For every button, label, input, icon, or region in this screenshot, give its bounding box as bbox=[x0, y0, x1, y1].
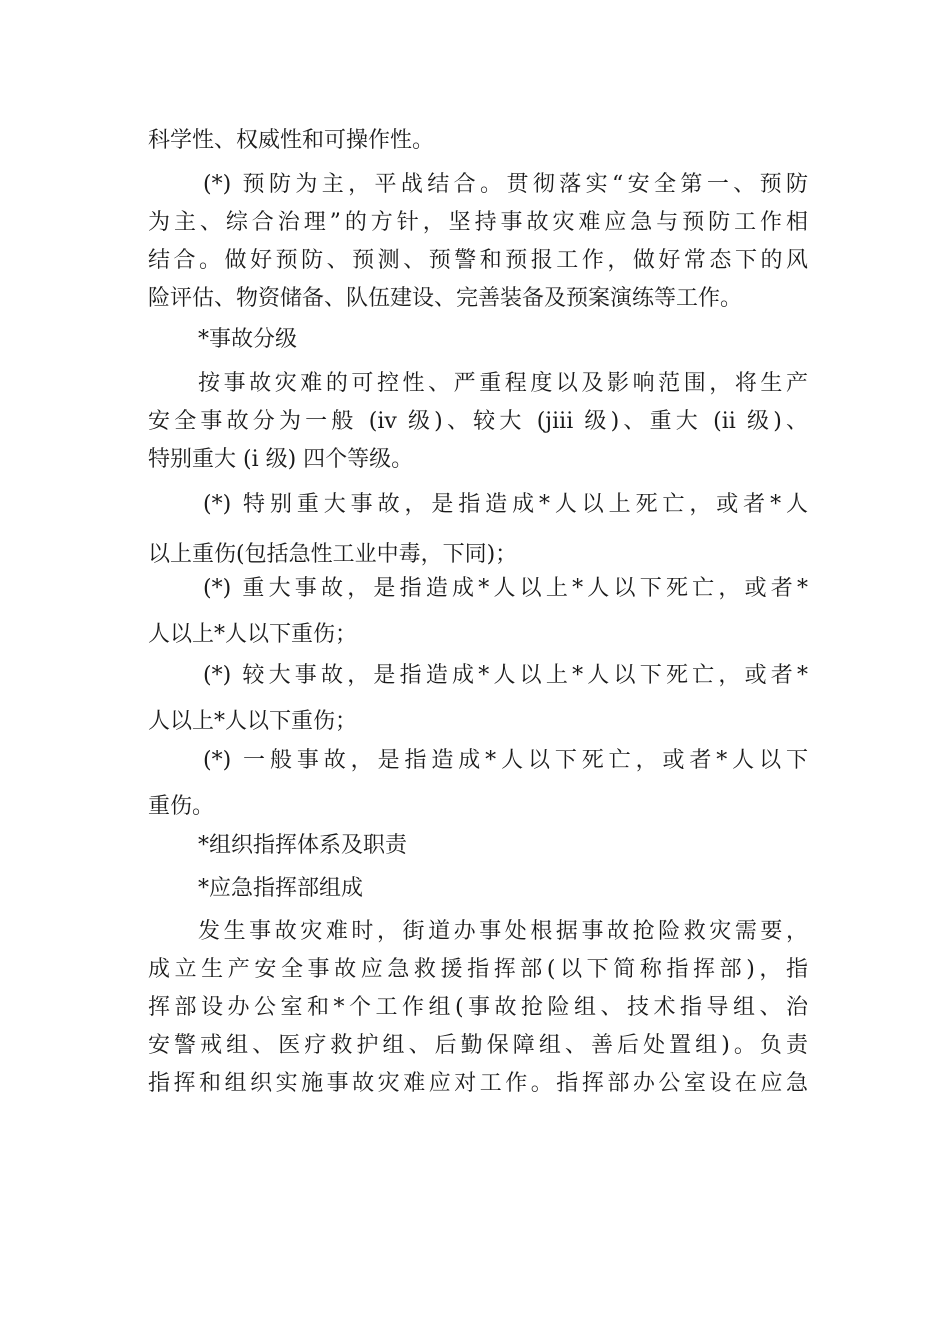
text-line: 特别重大 (i 级) 四个等级。 bbox=[148, 447, 414, 472]
text-line: (*) 预防为主，平战结合。贯彻落实“安全第一、预防 bbox=[203, 172, 808, 197]
text-line: (*) 特别重大事故，是指造成*人以上死亡，或者*人 bbox=[203, 492, 808, 517]
paragraph-level-especially-major bbox=[148, 486, 808, 574]
text-line: 发生事故灾难时，街道办事处根据事故抢险救灾需要， bbox=[198, 919, 808, 944]
paragraph-level-larger bbox=[148, 657, 808, 741]
text-line: 安全事故分为一般 (iv 级)、较大 (jiii 级)、重大 (ii 级)、 bbox=[148, 409, 808, 434]
text-line: 挥部设办公室和*个工作组(事故抢险组、技术指导组、治 bbox=[148, 995, 808, 1020]
text-line: 结合。做好预防、预测、预警和预报工作，做好常态下的风 bbox=[148, 248, 808, 273]
text-line: (*) 较大事故，是指造成*人以上*人以下死亡，或者* bbox=[203, 663, 808, 688]
section-heading-command-system bbox=[148, 827, 808, 865]
heading-text: *事故分级 bbox=[198, 327, 298, 352]
paragraph-command-composition bbox=[148, 913, 808, 1103]
text-line: 成立生产安全事故应急救援指挥部(以下简称指挥部)，指 bbox=[148, 957, 808, 982]
text-line: 科学性、权威性和可操作性。 bbox=[148, 128, 435, 153]
text-line: 险评估、物资储备、队伍建设、完善装备及预案演练等工作。 bbox=[148, 286, 743, 311]
paragraph-level-major bbox=[148, 570, 808, 654]
text-line: 人以上*人以下重伤； bbox=[148, 622, 358, 647]
heading-text: *应急指挥部组成 bbox=[198, 876, 364, 901]
paragraph-level-general bbox=[148, 742, 808, 826]
text-line: 安警戒组、医疗救护组、后勤保障组、善后处置组)。负责 bbox=[148, 1033, 808, 1058]
text-line: 人以上*人以下重伤； bbox=[148, 709, 358, 734]
paragraph-intro-tail bbox=[148, 122, 808, 160]
text-line: (*) 重大事故，是指造成*人以上*人以下死亡，或者* bbox=[203, 576, 808, 601]
text-line: 按事故灾难的可控性、严重程度以及影响范围，将生产 bbox=[198, 371, 808, 396]
text-line: 为主、综合治理”的方针，坚持事故灾难应急与预防工作相 bbox=[148, 210, 808, 235]
paragraph-prevention bbox=[148, 166, 808, 318]
text-line: (*) 一般事故，是指造成*人以下死亡，或者*人以下 bbox=[203, 748, 808, 773]
section-heading-command-composition bbox=[148, 870, 808, 908]
text-line: 指挥和组织实施事故灾难应对工作。指挥部办公室设在应急 bbox=[148, 1071, 808, 1096]
paragraph-classification bbox=[148, 365, 808, 479]
text-line: 重伤。 bbox=[148, 794, 215, 819]
text-line: 以上重伤(包括急性工业中毒，下同)； bbox=[148, 542, 518, 567]
heading-text: *组织指挥体系及职责 bbox=[198, 833, 408, 858]
section-heading-classification bbox=[148, 321, 808, 359]
